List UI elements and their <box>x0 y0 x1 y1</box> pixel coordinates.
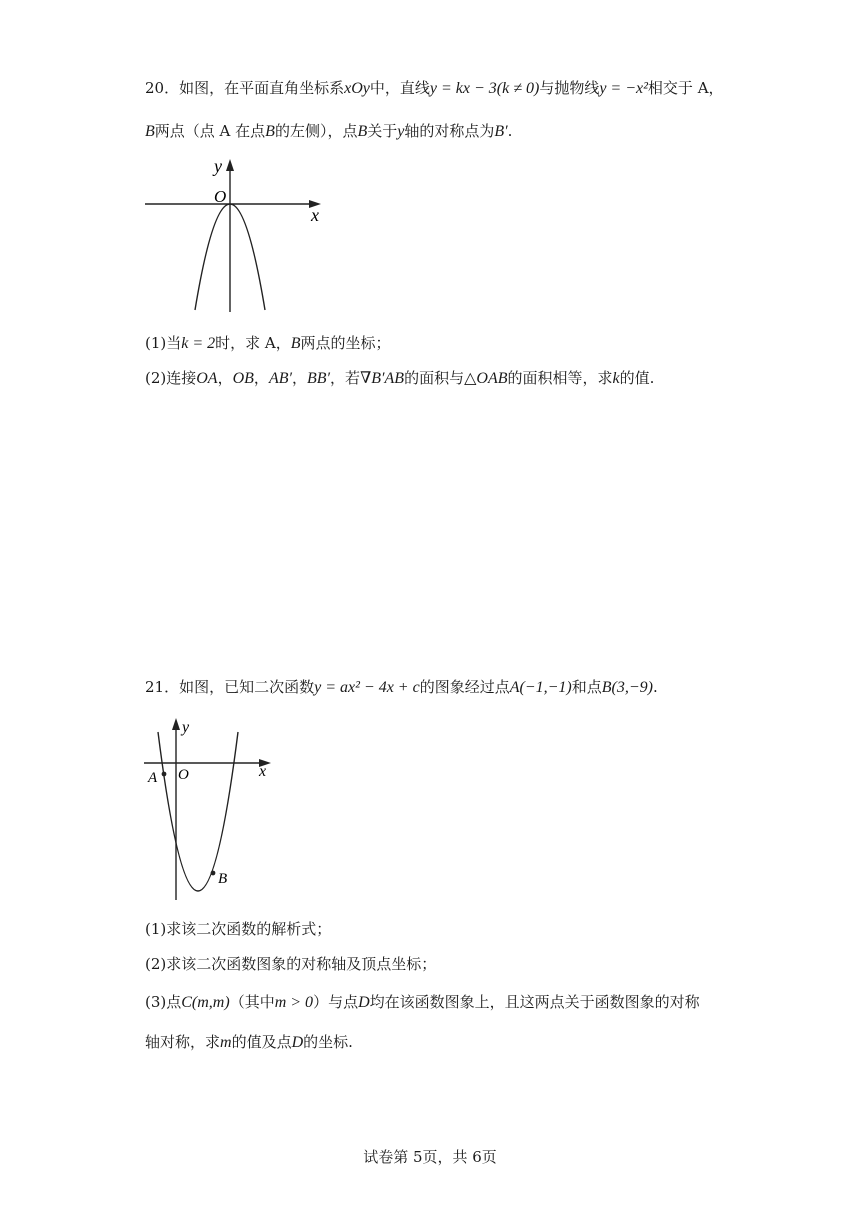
q21-text: 21．如图，已知二次函数 <box>145 678 315 696</box>
q20-text: ， <box>217 369 233 387</box>
q20-part-2 <box>145 367 654 388</box>
q21-part-3-cont <box>145 1031 353 1052</box>
math-d: D <box>358 994 370 1011</box>
q20-origin-label: O <box>214 187 227 206</box>
q20-text: 两点的坐标； <box>300 334 391 352</box>
q21-x-label: x <box>259 763 267 780</box>
q20-text: 与抛物线 <box>539 79 600 97</box>
q20-text: ， <box>253 369 269 387</box>
q20-line-eq: y = kx − 3(k ≠ 0) <box>429 80 540 97</box>
q21-b-label: B <box>218 871 228 887</box>
q20-text: 的值. <box>619 369 655 387</box>
q21-function-eq: y = ax² − 4x + c <box>314 679 420 696</box>
math-m-positive: m > 0 <box>274 994 314 1011</box>
math-ob: OB <box>232 370 254 387</box>
q20-y-label: y <box>214 156 222 176</box>
q21-y-arrow <box>172 718 180 730</box>
q20-text: 的面积与 <box>404 369 465 387</box>
math-point-c: C(m,m) <box>181 994 230 1011</box>
q21-text: （其中 <box>229 993 275 1011</box>
math-bb-prime: BB′ <box>307 370 331 387</box>
q20-text: 轴的对称点为 <box>404 122 495 140</box>
q20-figure <box>140 150 340 320</box>
q20-x-label: x <box>311 205 319 225</box>
q21-text: (3)点 <box>145 993 182 1011</box>
q20-text: 关于 <box>367 122 398 140</box>
math-k-eq-2: k = 2 <box>181 335 216 352</box>
q20-text: 中，直线 <box>369 79 430 97</box>
q21-point-b-dot <box>211 871 216 876</box>
q21-text: 的值及点 <box>231 1033 292 1051</box>
q21-text: 的图象经过点 <box>419 678 510 696</box>
q21-part-2: (2)求该二次函数图象的对称轴及顶点坐标； <box>145 955 437 973</box>
math-m: m <box>220 1034 232 1051</box>
q21-point-a: A(−1,−1) <box>509 679 572 696</box>
q21-a-label: A <box>148 770 158 786</box>
q21-origin-label: O <box>178 767 189 783</box>
math-b-prime: B′ <box>494 123 508 140</box>
q20-part-1 <box>145 332 391 353</box>
q20-line-1 <box>145 77 724 98</box>
math-d: D <box>291 1034 304 1051</box>
q21-point-b: B(3,−9) <box>601 679 653 696</box>
q20-y-arrow <box>226 159 234 171</box>
math-k: k <box>612 370 620 387</box>
page-footer: 试卷第 5页，共 6页 <box>363 1148 497 1166</box>
q20-line-2 <box>145 120 512 141</box>
q21-parabola-curve <box>158 732 238 891</box>
q21-part-3 <box>145 991 700 1012</box>
q20-text: (2)连接 <box>145 369 197 387</box>
q21-text: 的坐标. <box>303 1033 353 1051</box>
math-y: y <box>397 123 405 140</box>
q20-coordsys: xOy <box>344 80 370 97</box>
q20-text: 20．如图，在平面直角坐标系 <box>145 79 345 97</box>
q20-text: (1)当 <box>145 334 182 352</box>
q20-text: 的左侧），点 <box>274 122 358 140</box>
q21-part-1: (1)求该二次函数的解析式； <box>145 920 332 938</box>
q20-text: 两点（点 A 在点 <box>154 122 266 140</box>
math-ab-prime: AB′ <box>268 370 292 387</box>
q20-text: 相交于 A， <box>647 79 724 97</box>
q21-figure <box>140 712 290 907</box>
q20-text: . <box>507 122 513 140</box>
q20-text: 时，求 A， <box>215 334 291 352</box>
q21-text: ）与点 <box>313 993 359 1011</box>
q21-text: 均在该函数图象上，且这两点关于函数图象的对称 <box>369 993 700 1011</box>
q20-text: ， <box>291 369 307 387</box>
math-b: B <box>290 335 301 352</box>
q21-line-1 <box>145 676 658 697</box>
q21-point-a-dot <box>162 772 167 777</box>
q21-y-label: y <box>182 719 190 736</box>
math-b: B <box>265 123 275 140</box>
q20-parabola-eq: y = −x² <box>599 80 648 97</box>
math-oa: OA <box>196 370 218 387</box>
q20-text: ，若 <box>330 369 361 387</box>
math-triangle-oab: △OAB <box>464 370 508 387</box>
q20-text: 的面积相等，求 <box>507 369 613 387</box>
q21-text: . <box>652 678 658 696</box>
math-b: B <box>145 123 155 140</box>
q21-text: 和点 <box>571 678 602 696</box>
q21-text: 轴对称，求 <box>145 1033 221 1051</box>
math-b: B <box>357 123 368 140</box>
math-triangle-b-prime-ab: ∇B′AB <box>360 370 405 387</box>
